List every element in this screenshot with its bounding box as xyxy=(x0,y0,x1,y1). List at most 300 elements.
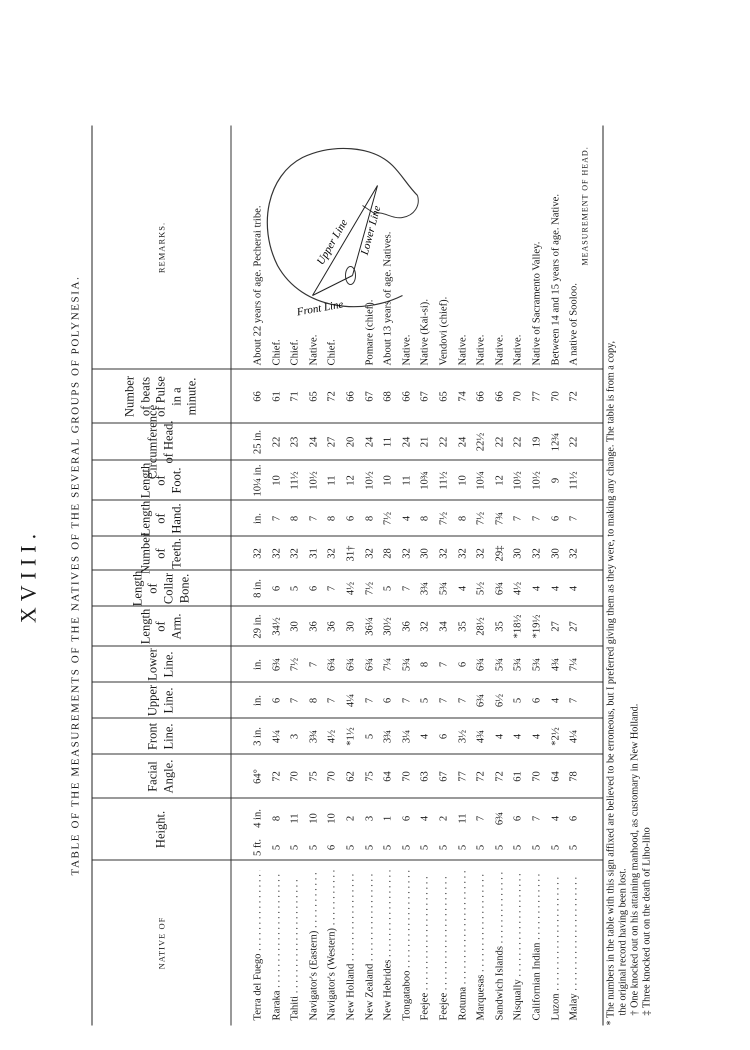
cell-foot: 11½ xyxy=(568,470,580,490)
cell-front: 5 xyxy=(364,733,376,739)
header-length-of-foot: Length of Foot. xyxy=(138,462,184,498)
cell-lower: 5¾ xyxy=(494,657,506,671)
cell-in: 11 xyxy=(457,812,469,824)
cell-native: New Zealand . . . xyxy=(364,870,376,1020)
footnote-2: † One knocked out on his attaining manhood, as customary in New Holland. xyxy=(629,703,641,1015)
cell-teeth: 28 xyxy=(382,547,394,559)
cell-lower: 6¾ xyxy=(475,657,487,671)
cell-native: Malay . . . xyxy=(569,870,581,1020)
cell-ft: 5 xyxy=(308,844,320,850)
cell-in: 6 xyxy=(401,815,413,821)
cell-facial: 72 xyxy=(494,770,506,782)
cell-hand: 7½ xyxy=(382,511,394,525)
cell-circ: 22 xyxy=(438,436,450,447)
cell-pulse: 66 xyxy=(401,390,413,402)
cell-in: 1 xyxy=(382,815,394,821)
cell-pulse: 66 xyxy=(252,390,264,402)
cell-native: Tahiti . . . xyxy=(290,870,302,1020)
cell-in: 6 xyxy=(568,815,580,821)
cell-circ: 24 xyxy=(364,436,376,447)
cell-upper: 6 xyxy=(531,697,543,703)
cell-lower: 6¾ xyxy=(326,657,338,671)
cell-circ: 22 xyxy=(494,436,506,447)
cell-lower: 7¼ xyxy=(568,657,580,671)
cell-pulse: 72 xyxy=(326,390,338,402)
cell-lower: in. xyxy=(252,658,264,670)
cell-ft: 5 xyxy=(364,844,376,850)
cell-collar: 3¾ xyxy=(419,581,431,595)
cell-native: Navigator's (Western) . . . xyxy=(327,870,339,1020)
cell-upper: 6¾ xyxy=(475,693,487,707)
cell-circ: 24 xyxy=(308,436,320,447)
header-collar-bone: Length of Collar Bone. xyxy=(130,570,192,606)
cell-in: 11 xyxy=(289,812,301,824)
cell-teeth: 32 xyxy=(401,547,413,559)
cell-pulse: 71 xyxy=(289,390,301,402)
cell-circ: 22 xyxy=(512,436,524,447)
cell-front: 3 xyxy=(289,733,301,739)
cell-remark: Native of Sacramento Valley. xyxy=(531,241,543,365)
cell-facial: 75 xyxy=(364,770,376,782)
cell-ft: 5 xyxy=(438,844,450,850)
cell-remark: Between 14 and 15 years of age. Native. xyxy=(550,193,562,365)
cell-ft: 5 xyxy=(568,844,580,850)
cell-native: New Hebrides . . . xyxy=(383,870,395,1020)
cell-hand: 8 xyxy=(457,515,469,521)
cell-remark: Chief. xyxy=(289,338,301,365)
cell-hand: 7 xyxy=(308,515,320,521)
cell-foot: 11½ xyxy=(289,470,301,490)
cell-teeth: 32 xyxy=(438,547,450,559)
header-lower-line: Lower Line. xyxy=(145,647,176,681)
cell-remark: Chief. xyxy=(326,338,338,365)
cell-arm: 28½ xyxy=(475,616,487,636)
cell-collar: 5 xyxy=(289,585,301,591)
cell-ft: 5 xyxy=(289,844,301,850)
cell-ft: 5 ft. xyxy=(252,838,264,856)
cell-front: 4 xyxy=(419,733,431,739)
plate-number: XVIII. xyxy=(15,527,41,623)
cell-in: 8 xyxy=(271,815,283,821)
cell-native: Terra del Fuego . . . xyxy=(253,870,265,1020)
cell-hand: 7 xyxy=(512,515,524,521)
header-native-of: NATIVE OF xyxy=(156,916,167,969)
cell-front: 3 in. xyxy=(252,726,264,746)
header-height: Height. xyxy=(153,810,168,848)
upper-line-label: Upper Line xyxy=(314,216,351,267)
cell-in: 3 xyxy=(364,815,376,821)
cell-foot: 10¼ xyxy=(475,470,487,490)
cell-circ: 20 xyxy=(345,436,357,447)
cell-facial: 77 xyxy=(457,770,469,782)
cell-pulse: 70 xyxy=(550,390,562,402)
cell-lower: 6¾ xyxy=(345,657,357,671)
cell-facial: 61 xyxy=(512,770,524,782)
header-upper-line: Upper Line. xyxy=(145,684,176,716)
cell-upper: 5 xyxy=(419,697,431,703)
cell-foot: 10 xyxy=(382,474,394,486)
cell-circ: 22½ xyxy=(475,432,487,451)
cell-native: Marquesas . . . xyxy=(476,870,488,1020)
cell-arm: 30½ xyxy=(382,616,394,636)
cell-teeth: 32 xyxy=(568,547,580,559)
measurements-table xyxy=(92,125,604,1025)
cell-upper: 6 xyxy=(271,697,283,703)
cell-pulse: 67 xyxy=(364,390,376,402)
cell-upper: 4¼ xyxy=(345,693,357,707)
cell-facial: 64 xyxy=(550,770,562,782)
cell-front: 3½ xyxy=(457,729,469,743)
cell-remark: Chief. xyxy=(271,338,283,365)
cell-ft: 5 xyxy=(512,844,524,850)
table-row xyxy=(513,125,525,1025)
cell-remark: About 13 years of age. Natives. xyxy=(382,231,394,365)
cell-lower: 5¾ xyxy=(401,657,413,671)
cell-hand: 7¾ xyxy=(494,511,506,525)
cell-remark: Native (Kai-si). xyxy=(419,298,431,365)
cell-in: 4 xyxy=(550,815,562,821)
cell-pulse: 66 xyxy=(494,390,506,402)
cell-remark: Vendovi (chief). xyxy=(438,296,450,365)
cell-remark: Native. xyxy=(308,334,320,365)
cell-collar: 4 xyxy=(550,585,562,591)
cell-native: Sandwich Islands . . . xyxy=(494,870,506,1020)
cell-collar: 7½ xyxy=(364,581,376,595)
cell-upper: 7 xyxy=(326,697,338,703)
cell-arm: 36 xyxy=(326,620,338,632)
cell-pulse: 72 xyxy=(568,390,580,402)
front-line-label: Front Line xyxy=(295,297,345,318)
cell-arm: 30 xyxy=(345,620,357,632)
cell-ft: 5 xyxy=(550,844,562,850)
lower-line-label: Lower Line xyxy=(358,203,384,256)
header-number-of-teeth: Number of Teeth. xyxy=(138,532,184,574)
cell-arm: 27 xyxy=(568,620,580,632)
cell-lower: 5¾ xyxy=(512,657,524,671)
cell-in: 4 xyxy=(419,815,431,821)
cell-collar: 6 xyxy=(271,585,283,591)
table-row xyxy=(550,125,562,1025)
cell-collar: 6 xyxy=(308,585,320,591)
cell-foot: 10½ xyxy=(512,470,524,490)
cell-teeth: 29‡ xyxy=(494,545,506,561)
cell-front: 4 xyxy=(531,733,543,739)
cell-front: 4¼ xyxy=(271,729,283,743)
table-row xyxy=(532,125,544,1025)
cell-teeth: 31† xyxy=(345,545,357,561)
cell-pulse: 66 xyxy=(475,390,487,402)
cell-hand: 8 xyxy=(419,515,431,521)
cell-remark: Native. xyxy=(475,334,487,365)
cell-lower: 6 xyxy=(457,661,469,667)
cell-pulse: 70 xyxy=(512,390,524,402)
head-measurement-diagram xyxy=(243,135,443,335)
cell-hand: 4 xyxy=(401,515,413,521)
cell-upper: 7 xyxy=(438,697,450,703)
footnote-1-continued: the original record having been lost. xyxy=(617,867,629,1015)
cell-native: Nisqually . . . xyxy=(513,870,525,1020)
cell-lower: 7¼ xyxy=(382,657,394,671)
cell-remark: Native. xyxy=(512,334,524,365)
cell-arm: 35 xyxy=(457,620,469,632)
cell-foot: 10½ xyxy=(531,470,543,490)
cell-pulse: 74 xyxy=(457,390,469,402)
cell-hand: 8 xyxy=(289,515,301,521)
cell-front: 3¾ xyxy=(308,729,320,743)
cell-foot: 10¾ xyxy=(419,470,431,490)
header-remarks: REMARKS. xyxy=(156,221,167,273)
cell-arm: 36 xyxy=(308,620,320,632)
cell-upper: 7 xyxy=(289,697,301,703)
cell-teeth: 32 xyxy=(364,547,376,559)
cell-remark: Native. xyxy=(457,334,469,365)
cell-upper: 4 xyxy=(550,697,562,703)
cell-collar: 5½ xyxy=(475,581,487,595)
cell-foot: 9 xyxy=(550,477,562,483)
cell-teeth: 30 xyxy=(512,547,524,559)
cell-facial: 64° xyxy=(252,768,264,784)
cell-pulse: 61 xyxy=(271,390,283,402)
cell-native: Raraka . . . xyxy=(271,870,283,1020)
cell-upper: 6 xyxy=(382,697,394,703)
cell-hand: 7 xyxy=(568,515,580,521)
cell-native: Californian Indian . . . xyxy=(532,870,544,1020)
cell-ft: 5 xyxy=(531,844,543,850)
cell-in: 2 xyxy=(345,815,357,821)
cell-front: *2½ xyxy=(550,726,562,746)
cell-in: 2 xyxy=(438,815,450,821)
cell-arm: *19½ xyxy=(531,614,543,638)
cell-upper: 7 xyxy=(457,697,469,703)
cell-hand: 7½ xyxy=(438,511,450,525)
cell-remark: Native. xyxy=(494,334,506,365)
cell-native: Feejee . . . xyxy=(439,870,451,1020)
rotated-table-block xyxy=(15,125,673,1025)
cell-facial: 70 xyxy=(289,770,301,782)
table-row xyxy=(569,125,581,1025)
cell-facial: 75 xyxy=(308,770,320,782)
table-row xyxy=(476,125,488,1025)
cell-remark: Native. xyxy=(401,334,413,365)
cell-in: 4 in. xyxy=(252,808,264,828)
cell-pulse: 65 xyxy=(438,390,450,402)
cell-front: 4¼ xyxy=(568,729,580,743)
cell-collar: 6¾ xyxy=(494,581,506,595)
cell-circ: 21 xyxy=(419,436,431,447)
cell-facial: 72 xyxy=(271,770,283,782)
cell-foot: 11 xyxy=(326,474,338,486)
cell-circ: 11 xyxy=(382,436,394,447)
cell-lower: 7½ xyxy=(289,657,301,671)
cell-ft: 5 xyxy=(345,844,357,850)
cell-facial: 63 xyxy=(419,770,431,782)
cell-pulse: 68 xyxy=(382,390,394,402)
cell-facial: 78 xyxy=(568,770,580,782)
cell-facial: 72 xyxy=(475,770,487,782)
cell-lower: 7 xyxy=(308,661,320,667)
cell-foot: 10 xyxy=(457,474,469,486)
cell-hand: 6 xyxy=(550,515,562,521)
cell-circ: 24 xyxy=(457,436,469,447)
cell-pulse: 77 xyxy=(531,390,543,402)
cell-foot: 12 xyxy=(345,474,357,486)
cell-teeth: 32 xyxy=(531,547,543,559)
cell-facial: 70 xyxy=(531,770,543,782)
cell-in: 6 xyxy=(512,815,524,821)
cell-arm: 36¼ xyxy=(364,616,376,636)
cell-facial: 70 xyxy=(401,770,413,782)
cell-foot: 10 xyxy=(271,474,283,486)
cell-collar: 7 xyxy=(401,585,413,591)
cell-arm: 35 xyxy=(494,620,506,632)
header-circumference-of-head: Circumference of Head. xyxy=(145,404,176,479)
header-length-of-hand: Length of Hand. xyxy=(138,500,184,536)
cell-in: 7 xyxy=(475,815,487,821)
cell-teeth: 30 xyxy=(419,547,431,559)
cell-teeth: 31 xyxy=(308,547,320,559)
cell-teeth: 32 xyxy=(271,547,283,559)
cell-lower: 7 xyxy=(438,661,450,667)
cell-front: *1½ xyxy=(345,726,357,746)
cell-collar: 4 xyxy=(568,585,580,591)
cell-hand: 6 xyxy=(345,515,357,521)
cell-in: 10 xyxy=(326,812,338,824)
diagram-caption: MEASUREMENT OF HEAD. xyxy=(580,145,590,265)
cell-foot: 11 xyxy=(401,474,413,486)
cell-foot: 11½ xyxy=(438,470,450,490)
cell-ft: 5 xyxy=(401,844,413,850)
cell-front: 4 xyxy=(494,733,506,739)
cell-in: 7 xyxy=(531,815,543,821)
cell-facial: 70 xyxy=(326,770,338,782)
cell-native: Rotuma . . . xyxy=(457,870,469,1020)
header-length-of-arm: Length of Arm. xyxy=(138,608,184,644)
cell-arm: *18½ xyxy=(512,614,524,638)
cell-ft: 5 xyxy=(419,844,431,850)
cell-teeth: 32 xyxy=(289,547,301,559)
cell-teeth: 30 xyxy=(550,547,562,559)
cell-collar: 7 xyxy=(326,585,338,591)
cell-collar: 4 xyxy=(531,585,543,591)
cell-lower: 4¾ xyxy=(550,657,562,671)
cell-facial: 64 xyxy=(382,770,394,782)
cell-hand: in. xyxy=(252,512,264,524)
cell-front: 6 xyxy=(438,733,450,739)
cell-ft: 5 xyxy=(382,844,394,850)
cell-front: 4½ xyxy=(326,729,338,743)
cell-upper: 5 xyxy=(512,697,524,703)
table-title: TABLE OF THE MEASUREMENTS OF THE NATIVES OF THE SEVERAL GROUPS OF POLYNESIA. xyxy=(69,275,82,875)
cell-arm: 34 xyxy=(438,620,450,632)
cell-circ: 24 xyxy=(401,436,413,447)
cell-upper: 7 xyxy=(401,697,413,703)
cell-circ: 19 xyxy=(531,436,543,447)
cell-lower: 8 xyxy=(419,661,431,667)
cell-circ: 22 xyxy=(271,436,283,447)
cell-arm: 32 xyxy=(419,620,431,632)
cell-ft: 5 xyxy=(475,844,487,850)
cell-circ: 23 xyxy=(289,436,301,447)
cell-arm: 30 xyxy=(289,620,301,632)
header-facial-angle: Facial Angle. xyxy=(145,759,176,793)
cell-foot: 12 xyxy=(494,474,506,486)
cell-upper: in. xyxy=(252,694,264,706)
cell-collar: 4½ xyxy=(512,581,524,595)
cell-arm: 29 in. xyxy=(252,613,264,639)
cell-ft: 5 xyxy=(494,844,506,850)
cell-collar: 5 xyxy=(382,585,394,591)
footnote-1: * The numbers in the table with this sign affixed are believed to be erroneous, but I preferred giving them as they were, to making any change. The table is from a copy, xyxy=(605,340,617,1025)
cell-remark: A native of Sooloo. xyxy=(568,282,580,365)
cell-foot: 10½ xyxy=(364,470,376,490)
cell-hand: 7½ xyxy=(475,511,487,525)
cell-facial: 67 xyxy=(438,770,450,782)
cell-pulse: 65 xyxy=(308,390,320,402)
header-front-line: Front Line. xyxy=(145,722,176,750)
cell-in: 10 xyxy=(308,812,320,824)
cell-native: New Holland . . . xyxy=(346,870,358,1020)
table-row xyxy=(494,125,506,1025)
cell-arm: 34½ xyxy=(271,616,283,636)
cell-collar: 5¾ xyxy=(438,581,450,595)
cell-front: 3¼ xyxy=(401,729,413,743)
cell-upper: 8 xyxy=(308,697,320,703)
table-row xyxy=(457,125,469,1025)
cell-collar: 8 in. xyxy=(252,578,264,598)
header-pulse: Number of beats of Pulse in a minute. xyxy=(122,375,199,417)
cell-pulse: 67 xyxy=(419,390,431,402)
cell-lower: 6¾ xyxy=(271,657,283,671)
cell-native: Luzon . . . xyxy=(550,870,562,1020)
cell-foot: 10½ xyxy=(308,470,320,490)
cell-ft: 5 xyxy=(457,844,469,850)
cell-arm: 36 xyxy=(401,620,413,632)
cell-native: Navigator's (Eastern) . . . xyxy=(308,870,320,1020)
cell-remark: Pomare (chief). xyxy=(364,299,376,365)
cell-pulse: 66 xyxy=(345,390,357,402)
cell-lower: 6¾ xyxy=(364,657,376,671)
cell-front: 4 xyxy=(512,733,524,739)
cell-upper: 7 xyxy=(568,697,580,703)
cell-front: 3¾ xyxy=(382,729,394,743)
cell-circ: 12¾ xyxy=(550,432,562,451)
cell-arm: 27 xyxy=(550,620,562,632)
cell-native: Feejee . . . xyxy=(420,870,432,1020)
cell-remark: About 22 years of age. Pecherai tribe. xyxy=(252,204,264,365)
cell-front: 4¾ xyxy=(475,729,487,743)
cell-hand: 8 xyxy=(364,515,376,521)
footnote-3: ‡ Three knocked out on the death of Liho-liho xyxy=(641,826,653,1015)
cell-collar: 4½ xyxy=(345,581,357,595)
cell-teeth: 32 xyxy=(457,547,469,559)
cell-circ: 25 in. xyxy=(252,429,264,454)
cell-hand: 8 xyxy=(326,515,338,521)
cell-teeth: 32 xyxy=(475,547,487,559)
cell-ft: 6 xyxy=(326,844,338,850)
cell-upper: 7 xyxy=(364,697,376,703)
cell-teeth: 32 xyxy=(252,547,264,559)
cell-teeth: 32 xyxy=(326,547,338,559)
cell-circ: 27 xyxy=(326,436,338,447)
cell-hand: 7 xyxy=(271,515,283,521)
cell-circ: 22 xyxy=(568,436,580,447)
cell-hand: 7 xyxy=(531,515,543,521)
cell-facial: 62 xyxy=(345,770,357,782)
cell-foot: 10¼ in. xyxy=(252,463,264,497)
cell-lower: 5¾ xyxy=(531,657,543,671)
cell-in: 6¾ xyxy=(494,811,506,825)
cell-native: Tongataboo . . . xyxy=(401,870,413,1020)
